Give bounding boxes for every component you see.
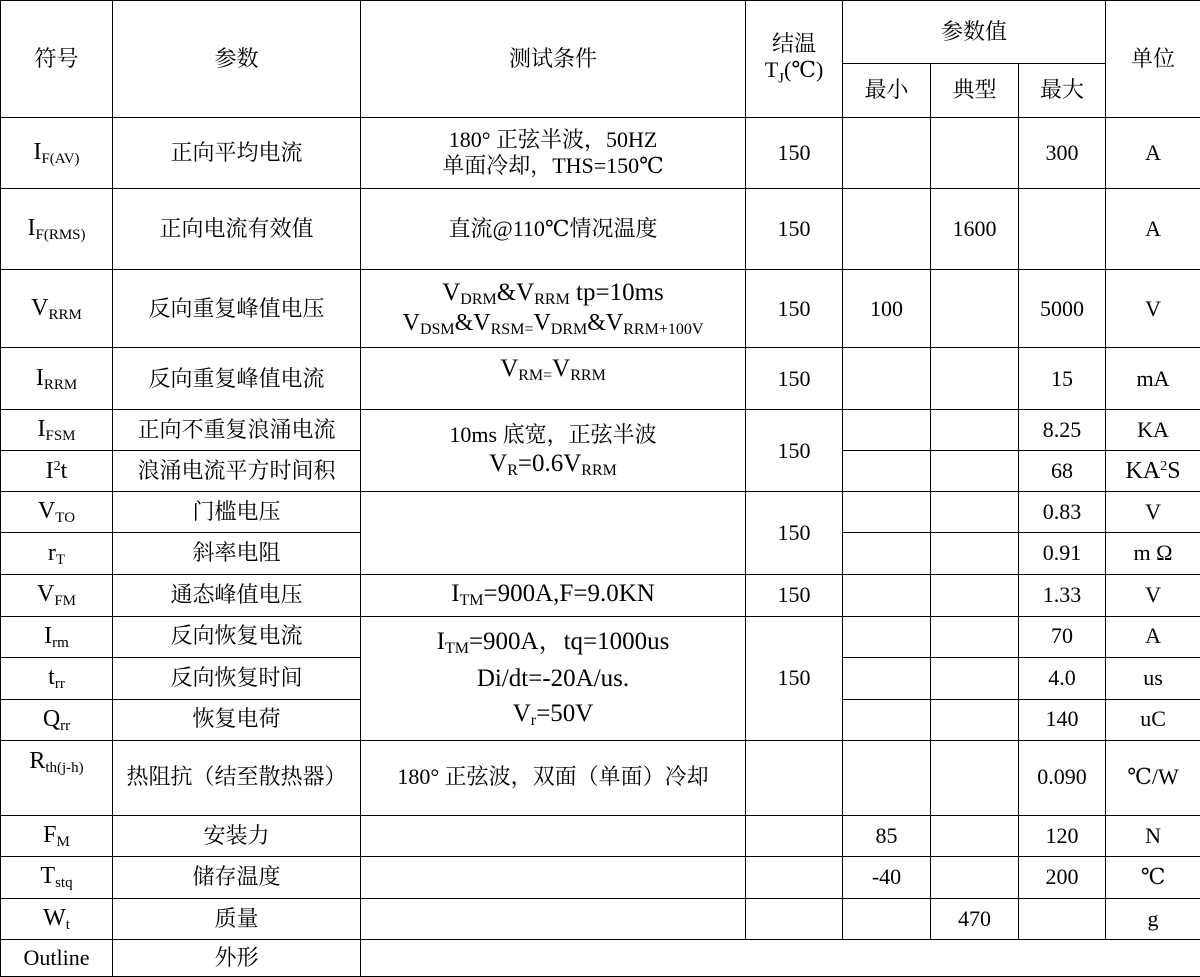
min-value (843, 699, 931, 740)
min-value (843, 533, 931, 574)
tj-value (746, 898, 843, 939)
symbol-ifsm: $I_{FSM}$ (1, 410, 113, 451)
typ-value (931, 451, 1019, 492)
table-row (1, 348, 1200, 410)
header-typ: 典型 (931, 64, 1019, 118)
condition-cell (361, 616, 746, 740)
table-row (1, 118, 1200, 189)
param-name: 反向重复峰值电流 (113, 348, 361, 410)
typ-value (931, 740, 1019, 815)
param-name: 恢复电荷 (113, 699, 361, 740)
param-name: 质量 (113, 898, 361, 939)
unit-value: $KA^2S$ (1106, 451, 1200, 492)
min-value: -40 (843, 856, 931, 898)
min-value (843, 898, 931, 939)
tj-value: 150 (746, 574, 843, 616)
tj-value (746, 815, 843, 856)
typ-value (931, 699, 1019, 740)
max-value: 300 (1019, 118, 1106, 189)
param-name: 热阻抗（结至散热器） (113, 740, 361, 815)
max-value (1019, 189, 1106, 270)
symbol-fm: $F_M$ (1, 815, 113, 856)
symbol-vto: $V_{TO}$ (1, 492, 113, 533)
tj-value: 150 (746, 348, 843, 410)
header-tj-line1: 结温 (771, 30, 816, 56)
max-value: 0.090 (1019, 740, 1106, 815)
table-row (1, 616, 1200, 657)
min-value (843, 657, 931, 699)
header-param: 参数 (113, 1, 361, 118)
typ-value (931, 657, 1019, 699)
table-row (1, 939, 1200, 976)
header-symbol: 符号 (1, 1, 113, 118)
param-name: 储存温度 (113, 856, 361, 898)
max-value: 68 (1019, 451, 1106, 492)
param-name: 正向不重复浪涌电流 (113, 410, 361, 451)
min-value (843, 118, 931, 189)
table-row (1, 856, 1200, 898)
condition-line: $V_R=0.6V_{RRM}$ (489, 449, 617, 479)
unit-value: V (1106, 574, 1200, 616)
typ-value (931, 574, 1019, 616)
param-name: 浪涌电流平方时间积 (113, 451, 361, 492)
unit-value: A (1106, 616, 1200, 657)
max-value: 0.91 (1019, 533, 1106, 574)
max-value: 15 (1019, 348, 1106, 410)
param-name: 反向恢复电流 (113, 616, 361, 657)
header-unit: 单位 (1106, 1, 1200, 118)
unit-value: ℃ (1106, 856, 1200, 898)
symbol-vrrm: $V_{RRM}$ (1, 270, 113, 348)
param-name: 正向平均电流 (113, 118, 361, 189)
symbol-ifav: $I_{F(AV)}$ (1, 118, 113, 189)
max-value (1019, 898, 1106, 939)
max-value: 0.83 (1019, 492, 1106, 533)
condition-line: 单面冷却，THS=150℃ (442, 153, 664, 179)
symbol-tstq: $T_{stq}$ (1, 856, 113, 898)
tj-value: 150 (746, 270, 843, 348)
condition-cell (361, 270, 746, 348)
symbol-vfm: $V_{FM}$ (1, 574, 113, 616)
unit-value: m Ω (1106, 533, 1200, 574)
condition-cell: 180° 正弦波，双面（单面）冷却 (361, 740, 746, 815)
header-max: 最大 (1019, 64, 1106, 118)
tj-value: 150 (746, 118, 843, 189)
unit-value: uC (1106, 699, 1200, 740)
table-row (1, 189, 1200, 270)
max-value: 4.0 (1019, 657, 1106, 699)
tj-value (746, 740, 843, 815)
header-row (1, 1, 1200, 64)
symbol-qrr: $Q_{rr}$ (1, 699, 113, 740)
min-value (843, 574, 931, 616)
typ-value (931, 348, 1019, 410)
table-row (1, 574, 1200, 616)
min-value (843, 616, 931, 657)
condition-line: $V_{DRM}\&V_{RRM}$ tp=10ms (442, 279, 664, 309)
condition-line: 10ms 底宽，正弦半波 (449, 422, 657, 448)
typ-value (931, 815, 1019, 856)
typ-value: 470 (931, 898, 1019, 939)
table-row (1, 410, 1200, 451)
max-value: 5000 (1019, 270, 1106, 348)
table-row (1, 898, 1200, 939)
condition-line: Di/dt=-20A/us. (476, 664, 630, 692)
min-value (843, 348, 931, 410)
symbol-ifrms: $I_{F(RMS)}$ (1, 189, 113, 270)
typ-value (931, 118, 1019, 189)
condition-cell: 直流@110℃情况温度 (361, 189, 746, 270)
param-name: 安装力 (113, 815, 361, 856)
typ-value (931, 410, 1019, 451)
max-value: 8.25 (1019, 410, 1106, 451)
unit-value: V (1106, 270, 1200, 348)
header-tj (746, 1, 843, 118)
min-value (843, 189, 931, 270)
table-row (1, 492, 1200, 533)
param-name: 通态峰值电压 (113, 574, 361, 616)
unit-value: us (1106, 657, 1200, 699)
min-value (843, 492, 931, 533)
max-value: 1.33 (1019, 574, 1106, 616)
unit-value: ℃/W (1106, 740, 1200, 815)
condition-cell (361, 410, 746, 492)
param-name: 外形 (113, 939, 361, 976)
condition-cell (361, 492, 746, 574)
condition-cell: $I_{TM}=900A,F=9.0KN$ (361, 574, 746, 616)
condition-line: $V_{DSM}\&V_{RSM=}V_{DRM}\&V_{RRM+100V}$ (402, 310, 704, 339)
symbol-irm: $I_{rm}$ (1, 616, 113, 657)
tj-value: 150 (746, 410, 843, 492)
max-value: 200 (1019, 856, 1106, 898)
condition-line: 180° 正弦半波，50HZ (448, 126, 658, 152)
min-value (843, 451, 931, 492)
min-value: 100 (843, 270, 931, 348)
symbol-wt: $W_t$ (1, 898, 113, 939)
symbol-outline: Outline (1, 939, 113, 976)
param-name: 反向重复峰值电压 (113, 270, 361, 348)
unit-value: A (1106, 118, 1200, 189)
tj-value: 150 (746, 616, 843, 740)
param-name: 门槛电压 (113, 492, 361, 533)
condition-line: $I_{TM}=900A$，tq=1000us (436, 628, 670, 658)
param-name: 斜率电阻 (113, 533, 361, 574)
outline-blank (361, 939, 1200, 976)
symbol-rth: $R_{th(j-h)}$ (1, 740, 113, 815)
typ-value (931, 616, 1019, 657)
unit-value: g (1106, 898, 1200, 939)
symbol-trr: $t_{rr}$ (1, 657, 113, 699)
condition-cell (361, 856, 746, 898)
max-value: 120 (1019, 815, 1106, 856)
header-min: 最小 (843, 64, 931, 118)
unit-value: A (1106, 189, 1200, 270)
min-value: 85 (843, 815, 931, 856)
typ-value (931, 533, 1019, 574)
max-value: 70 (1019, 616, 1106, 657)
symbol-irrm: $I_{RRM}$ (1, 348, 113, 410)
typ-value: 1600 (931, 189, 1019, 270)
max-value: 140 (1019, 699, 1106, 740)
condition-cell (361, 118, 746, 189)
symbol-rt: $r_T$ (1, 533, 113, 574)
table-row (1, 815, 1200, 856)
typ-value (931, 270, 1019, 348)
condition-line: $V_r=50V$ (512, 699, 594, 729)
header-values: 参数值 (843, 1, 1106, 64)
condition-cell (361, 815, 746, 856)
symbol-i2t: $I^2t$ (1, 451, 113, 492)
tj-value: 150 (746, 492, 843, 574)
header-tj-line2: $T_J(℃)$ (764, 57, 824, 87)
param-name: 反向恢复时间 (113, 657, 361, 699)
unit-value: N (1106, 815, 1200, 856)
tj-value (746, 856, 843, 898)
header-condition: 测试条件 (361, 1, 746, 118)
typ-value (931, 856, 1019, 898)
min-value (843, 410, 931, 451)
typ-value (931, 492, 1019, 533)
tj-value: 150 (746, 189, 843, 270)
unit-value: KA (1106, 410, 1200, 451)
param-name: 正向电流有效值 (113, 189, 361, 270)
table-row (1, 740, 1200, 815)
condition-cell (361, 898, 746, 939)
unit-value: V (1106, 492, 1200, 533)
table-row (1, 270, 1200, 348)
min-value (843, 740, 931, 815)
unit-value: mA (1106, 348, 1200, 410)
condition-cell: $V_{RM=}V_{RRM}$ (361, 348, 746, 410)
